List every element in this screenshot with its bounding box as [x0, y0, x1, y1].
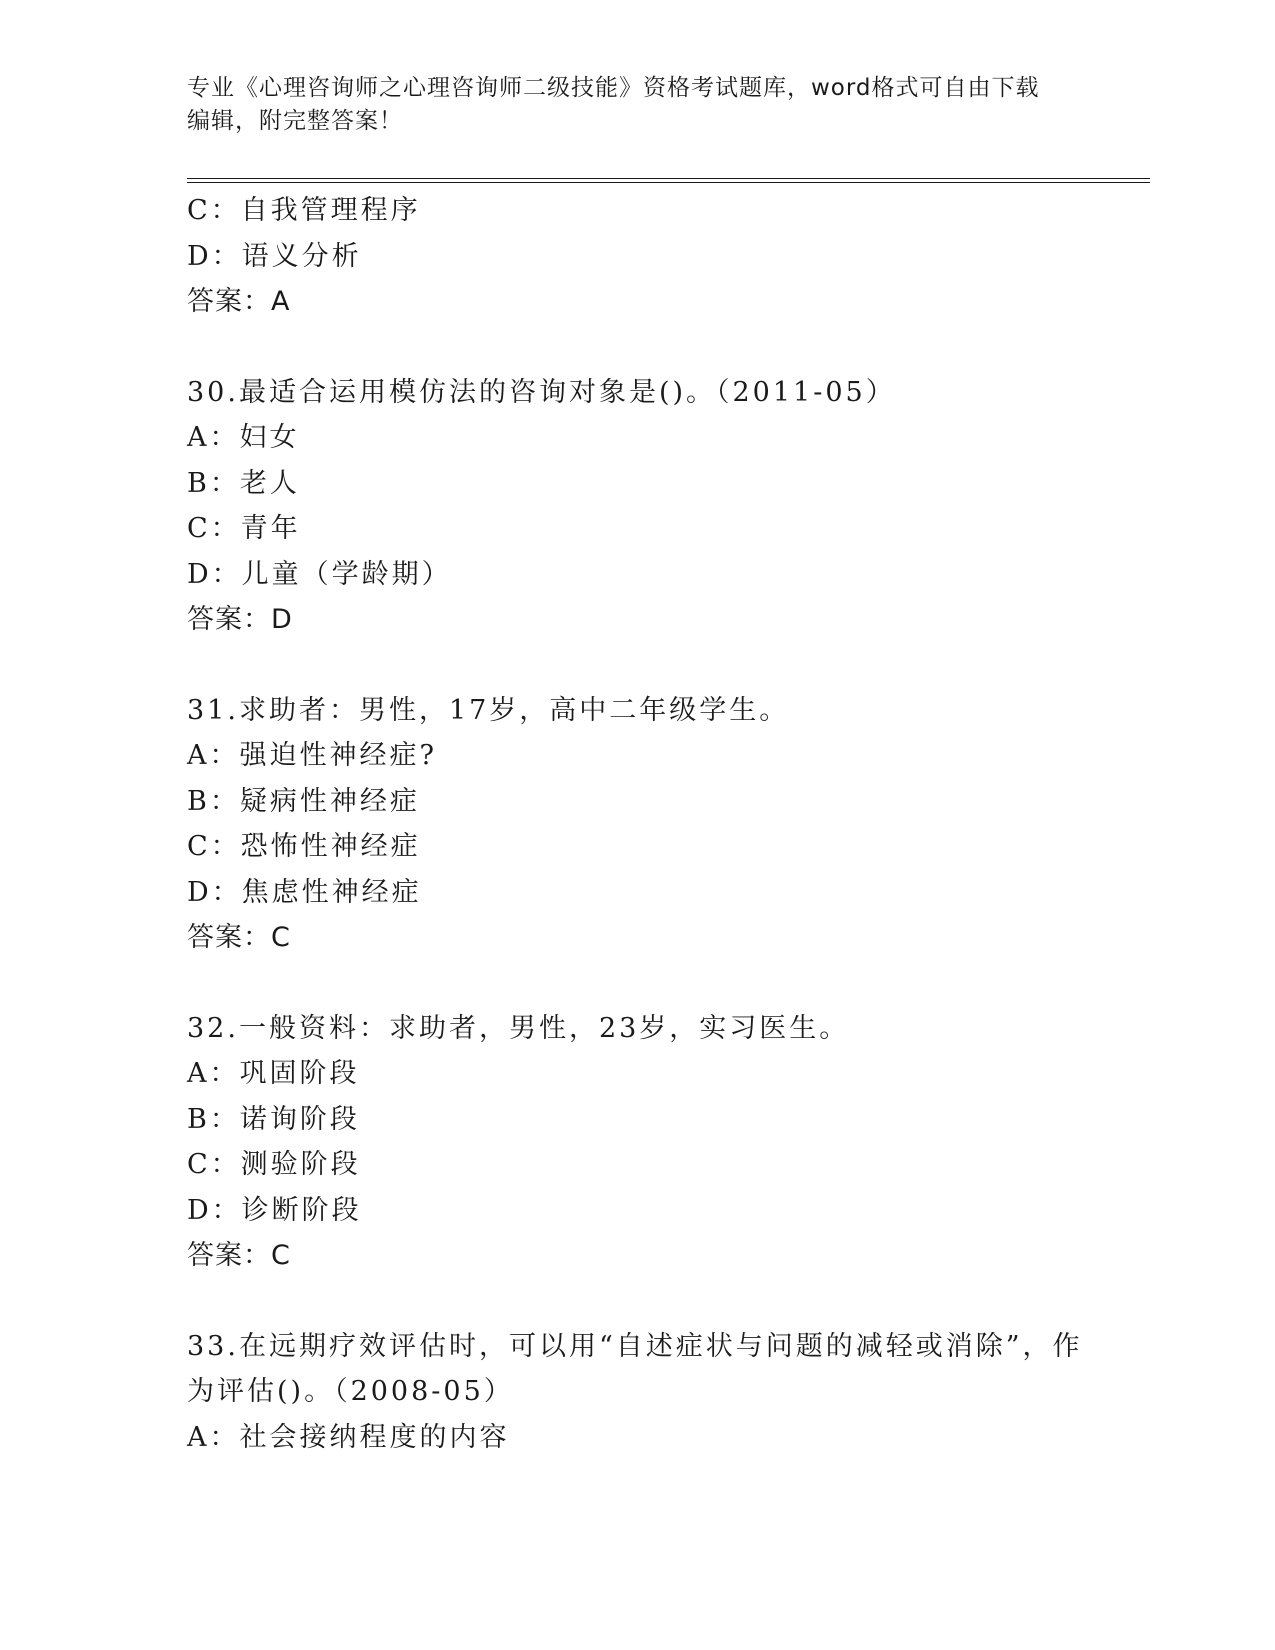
option-d: D：儿童（学龄期） — [187, 558, 452, 590]
spacer — [187, 1279, 1087, 1324]
spacer — [187, 325, 1087, 370]
option-c: C：测验阶段 — [187, 1149, 361, 1180]
option-b: B：老人 — [187, 467, 300, 499]
question-stem-line-2: 为评估()。（2008-05） — [187, 1376, 514, 1407]
answer-line: 答案：C — [187, 1240, 291, 1271]
option-d: D：焦虑性神经症 — [187, 876, 422, 908]
spacer — [187, 961, 1087, 1006]
question-stem-line-1: 33.在远期疗效评估时，可以用“自述症状与问题的减轻或消除”，作 — [187, 1330, 1083, 1362]
question-stem: 31.求助者：男性，17岁，高中二年级学生。 — [187, 694, 790, 726]
question-block-33 — [187, 1324, 1087, 1461]
option-c: C：青年 — [187, 513, 301, 544]
option-d: D：诊断阶段 — [187, 1194, 362, 1226]
answer-line: 答案：D — [187, 604, 293, 635]
spacer — [187, 643, 1087, 688]
option-a: A：妇女 — [187, 422, 300, 453]
question-block-30 — [187, 370, 1087, 643]
option-a: A：社会接纳程度的内容 — [187, 1421, 510, 1453]
question-stem: 30.最适合运用模仿法的咨询对象是()。（2011-05） — [187, 376, 896, 408]
question-block-continued — [187, 188, 1087, 325]
answer-line: 答案：A — [187, 286, 291, 317]
option-d: D：语义分析 — [187, 240, 362, 272]
option-a: A：强迫性神经症? — [187, 740, 437, 771]
page-header — [187, 72, 1067, 138]
option-b: B：诺询阶段 — [187, 1103, 360, 1135]
header-line-2: 编辑，附完整答案！ — [187, 108, 403, 134]
option-c: C：恐怖性神经症 — [187, 831, 421, 862]
question-list — [187, 188, 1087, 1460]
answer-line: 答案：C — [187, 922, 291, 953]
question-block-31 — [187, 688, 1087, 961]
question-block-32 — [187, 1006, 1087, 1279]
header-rule-bottom — [187, 182, 1150, 183]
option-a: A：巩固阶段 — [187, 1058, 360, 1089]
option-b: B：疑病性神经症 — [187, 785, 420, 817]
option-c: C：自我管理程序 — [187, 195, 421, 226]
question-stem: 32.一般资料：求助者，男性，23岁，实习医生。 — [187, 1012, 850, 1044]
header-rule-top — [187, 178, 1150, 179]
header-line-1: 专业《心理咨询师之心理咨询师二级技能》资格考试题库，word格式可自由下载 — [187, 75, 1040, 101]
